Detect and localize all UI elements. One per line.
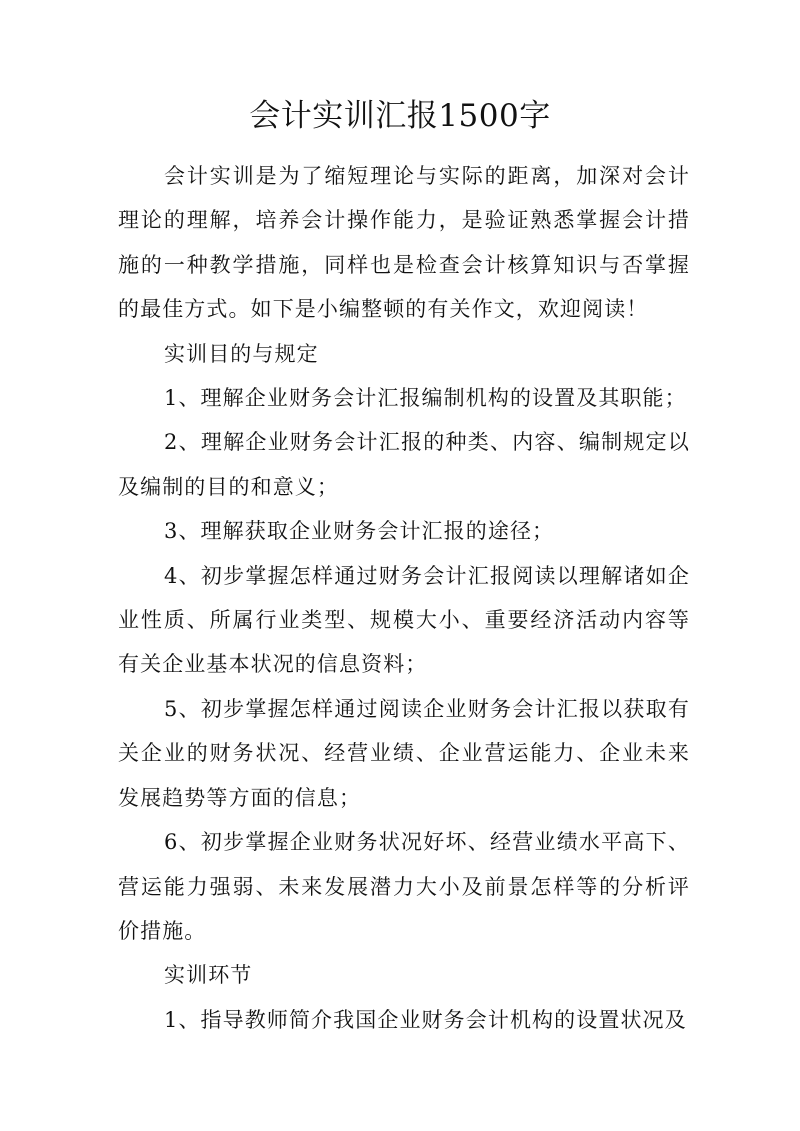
list-item: 3、理解获取企业财务会计汇报的途径；	[164, 519, 555, 544]
list-item: 4、初步掌握怎样通过财务会计汇报阅读以理解诸如企业性质、所属行业类型、规模大小、重要经济活动内容等有关企业基本状况的信息资料；	[118, 563, 690, 677]
section-heading-steps: 实训环节	[164, 963, 253, 988]
paragraph-intro: 会计实训是为了缩短理论与实际的距离，加深对会计理论的理解，培养会计操作能力，是验证熟悉掌握会计措施的一种教学措施，同样也是检查会计核算知识与否掌握的最佳方式。如下是小编整顿的有关作文，欢迎阅读！	[118, 164, 690, 322]
section-heading-objectives: 实训目的与规定	[164, 341, 319, 366]
document-title: 会计实训汇报1500字	[249, 98, 551, 134]
document-body	[118, 154, 690, 1042]
list-item: 1、指导教师简介我国企业财务会计机构的设置状况及	[164, 1007, 687, 1032]
list-item: 5、初步掌握怎样通过阅读企业财务会计汇报以获取有关企业的财务状况、经营业绩、企业营运能力、企业未来发展趋势等方面的信息；	[118, 696, 690, 810]
list-item: 1、理解企业财务会计汇报编制机构的设置及其职能；	[164, 386, 687, 411]
list-item: 6、初步掌握企业财务状况好坏、经营业绩水平高下、营运能力强弱、未来发展潜力大小及前景怎样等的分析评价措施。	[118, 830, 690, 943]
list-item: 2、理解企业财务会计汇报的种类、内容、编制规定以及编制的目的和意义；	[118, 430, 690, 499]
